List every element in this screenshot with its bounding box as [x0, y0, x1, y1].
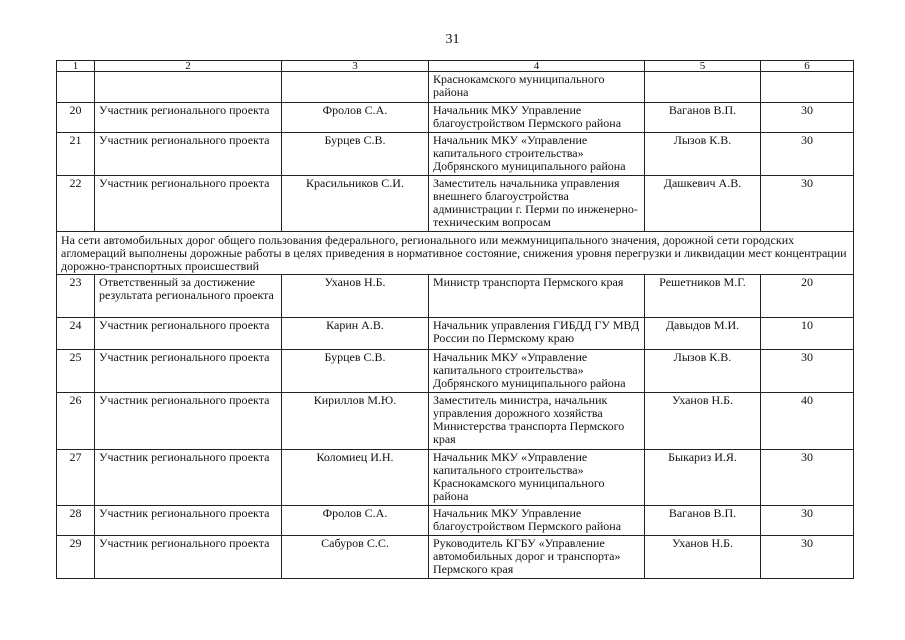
continuation-row: [57, 72, 854, 103]
table-row: [57, 275, 854, 318]
cell-role: Ответственный за достижение результата регионального проекта: [95, 275, 282, 318]
table-row: [57, 133, 854, 176]
cell-name: Бурцев С.В.: [282, 133, 429, 176]
cell-share: 30: [761, 450, 854, 506]
cell-num: 28: [57, 506, 95, 536]
cell-position: Краснокамского муниципального района: [429, 72, 645, 103]
cell-name: Уханов Н.Б.: [282, 275, 429, 318]
cell-supervisor: Лызов К.В.: [645, 133, 761, 176]
cell-name: Коломиец И.Н.: [282, 450, 429, 506]
cell-role: Участник регионального проекта: [95, 506, 282, 536]
cell-position: Начальник МКУ «Управление капитального строительства» Добрянского муниципального района: [429, 350, 645, 393]
cell-name: Карин А.В.: [282, 318, 429, 350]
table-row: [57, 450, 854, 506]
cell-share: 30: [761, 350, 854, 393]
cell-share: 30: [761, 103, 854, 133]
page-number: 31: [445, 32, 460, 47]
column-number-6: 6: [761, 61, 854, 72]
column-number-5: 5: [645, 61, 761, 72]
cell-supervisor: Лызов К.В.: [645, 350, 761, 393]
cell-supervisor: Дашкевич А.В.: [645, 176, 761, 232]
table-row: [57, 393, 854, 450]
cell-role: Участник регионального проекта: [95, 176, 282, 232]
cell-name: Фролов С.А.: [282, 103, 429, 133]
column-number-4: 4: [429, 61, 645, 72]
cell-position: Заместитель министра, начальник управления дорожного хозяйства Министерства транспорта Пермского края: [429, 393, 645, 450]
cell-position: Заместитель начальника управления внешнего благоустройства администрации г. Перми по инженерно-техническим вопросам: [429, 176, 645, 232]
column-number-1: 1: [57, 61, 95, 72]
cell-share: 30: [761, 133, 854, 176]
cell-share: 20: [761, 275, 854, 318]
cell-num: 22: [57, 176, 95, 232]
cell-share: 10: [761, 318, 854, 350]
cell-supervisor: Давыдов М.И.: [645, 318, 761, 350]
cell-supervisor: Решетников М.Г.: [645, 275, 761, 318]
cell-num: 26: [57, 393, 95, 450]
section-heading-row: [57, 232, 854, 275]
cell-name: Кириллов М.Ю.: [282, 393, 429, 450]
cell-name: Бурцев С.В.: [282, 350, 429, 393]
table-row: [57, 176, 854, 232]
cell-role: Участник регионального проекта: [95, 393, 282, 450]
table-row: [57, 506, 854, 536]
cell-role: Участник регионального проекта: [95, 536, 282, 579]
participants-table: [56, 60, 854, 579]
cell-position: Начальник МКУ Управление благоустройством Пермского района: [429, 506, 645, 536]
cell-supervisor: Ваганов В.П.: [645, 506, 761, 536]
column-number-3: 3: [282, 61, 429, 72]
cell-role: Участник регионального проекта: [95, 133, 282, 176]
cell-name: Сабуров С.С.: [282, 536, 429, 579]
column-number-2: 2: [95, 61, 282, 72]
cell-position: Начальник МКУ «Управление капитального строительства» Добрянского муниципального района: [429, 133, 645, 176]
cell-name: [282, 72, 429, 103]
cell-role: Участник регионального проекта: [95, 318, 282, 350]
cell-num: 23: [57, 275, 95, 318]
cell-supervisor: Уханов Н.Б.: [645, 393, 761, 450]
cell-name: Фролов С.А.: [282, 506, 429, 536]
cell-position: Руководитель КГБУ «Управление автомобильных дорог и транспорта» Пермского края: [429, 536, 645, 579]
cell-share: 40: [761, 393, 854, 450]
cell-position: Начальник МКУ «Управление капитального строительства» Краснокамского муниципального района: [429, 450, 645, 506]
cell-supervisor: Ваганов В.П.: [645, 103, 761, 133]
cell-share: 30: [761, 536, 854, 579]
cell-role: Участник регионального проекта: [95, 450, 282, 506]
table-header-row: [57, 61, 854, 72]
cell-num: 20: [57, 103, 95, 133]
cell-num: 24: [57, 318, 95, 350]
cell-position: Министр транспорта Пермского края: [429, 275, 645, 318]
cell-position: Начальник управления ГИБДД ГУ МВД России по Пермскому краю: [429, 318, 645, 350]
cell-num: 29: [57, 536, 95, 579]
cell-num: [57, 72, 95, 103]
table-row: [57, 103, 854, 133]
table-row: [57, 318, 854, 350]
cell-share: 30: [761, 176, 854, 232]
cell-share: 30: [761, 506, 854, 536]
table-row: [57, 536, 854, 579]
cell-role: [95, 72, 282, 103]
cell-num: 21: [57, 133, 95, 176]
cell-supervisor: [645, 72, 761, 103]
cell-supervisor: Уханов Н.Б.: [645, 536, 761, 579]
cell-share: [761, 72, 854, 103]
section-title: На сети автомобильных дорог общего пользования федерального, регионального или межмуниципального значения, дорожной сети городских агломераций выполнены дорожные работы в целях приведения в нормативное состояние, снижения уровня перегрузки и ликвидации мест концентрации дорожно-транспортных происшествий: [57, 232, 854, 275]
table-row: [57, 350, 854, 393]
cell-num: 25: [57, 350, 95, 393]
cell-role: Участник регионального проекта: [95, 350, 282, 393]
cell-role: Участник регионального проекта: [95, 103, 282, 133]
cell-supervisor: Быкариз И.Я.: [645, 450, 761, 506]
cell-num: 27: [57, 450, 95, 506]
cell-position: Начальник МКУ Управление благоустройством Пермского района: [429, 103, 645, 133]
cell-name: Красильников С.И.: [282, 176, 429, 232]
